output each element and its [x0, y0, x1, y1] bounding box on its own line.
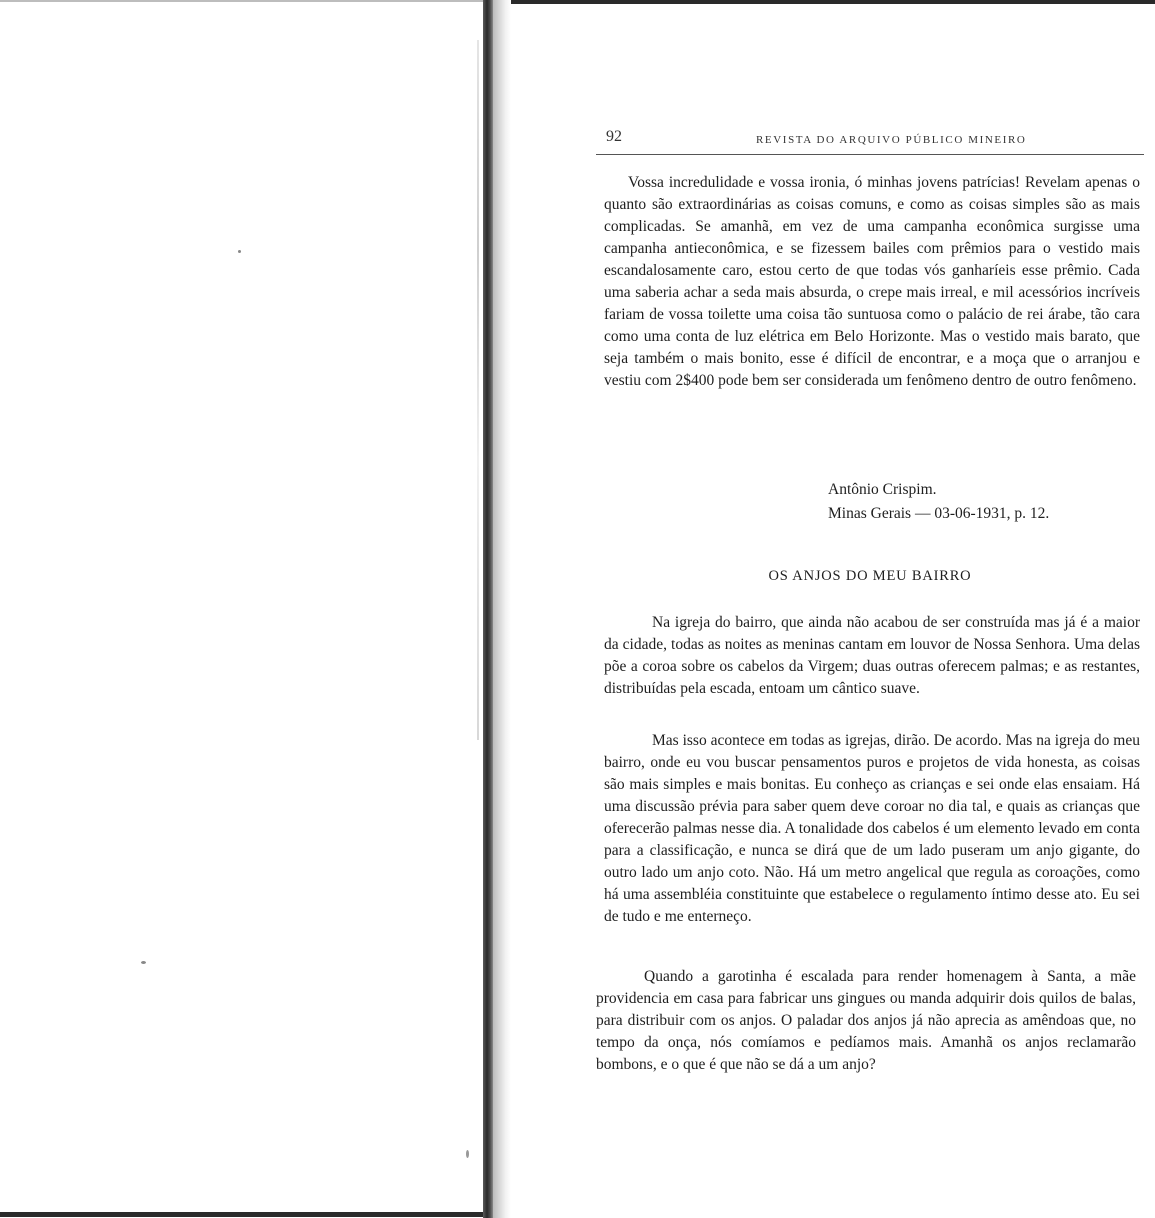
- article-paragraph: [596, 966, 1136, 1076]
- running-head: [596, 122, 1144, 155]
- section-title: OS ANJOS DO MEU BAIRRO: [768, 568, 972, 584]
- left-page-gutter-line: [477, 40, 479, 740]
- article-paragraph: [604, 612, 1140, 700]
- paragraph-text: Mas isso acontece em todas as igrejas, dirão. De acordo. Mas na igreja do meu bairro, onde eu vou buscar pensamentos puros e projetos de vida honesta, as coisas são mais simples e mais bonitas. Eu conheço as crianças e sei onde elas ensaiam. Há uma discussão prévia para saber quem deve coroar no dia tal, e quais as crianças que oferecerão palmas nesse dia. A tonalidade dos cabelos é um elemento levado em conta para a classificação, e nunca se dirá que de um lado puseram um anjo gigante, do outro lado um anjo coto. Não. Há um metro angelical que regula as coroações, como há uma assembléia constituinte que estabelece o regulamento íntimo desse ato. Eu sei de tudo e me enterneço.: [604, 732, 1140, 925]
- page-number: 92: [606, 128, 622, 145]
- book-gutter: [483, 0, 493, 1218]
- paragraph-text: Quando a garotinha é escalada para render homenagem à Santa, a mãe providencia em casa para fabricar uns gingues ou manda adquirir dois quilos de balas, para distribuir com os anjos. O paladar dos anjos já não aprecia as amêndoas que, no tempo da onça, nós comíamos e pedíamos mais. Amanhã os anjos reclamarão bombons, e o que é que não se dá a um anjo?: [596, 968, 1136, 1073]
- left-page-top-edge: [0, 0, 500, 2]
- article-paragraph: Vossa incredulidade e vossa ironia, ó minhas jovens patrícias! Revelam apenas o quanto são extraordinárias as coisas comuns, e como as coisas simples são as mais complicadas. Se amanhã, em vez de uma campanha econômica surgisse uma campanha antieconômica, e se fizessem bailes com prêmios para o vestido mais escandalosamente caro, estou certo de que todas vós ganharíeis esse prêmio. Cada uma saberia achar a seda mais absurda, o crepe mais irreal, e mil acessórios incríveis fariam de vossa toilette uma coisa tão suntuosa como o palácio de rei árabe, tão cara como uma conta de luz elétrica em Belo Horizonte. Mas o vestido mais barato, que seja também o mais bonito, esse é difícil de encontrar, e a moça que o arranjou e vestiu com 2$400 pode bem ser considerada um fenômeno dentro de outro fenômeno.: [604, 174, 1140, 389]
- paper-speck: [141, 961, 146, 964]
- source-citation: Minas Gerais — 03-06-1931, p. 12.: [828, 505, 1050, 522]
- paper-speck: [238, 250, 241, 253]
- article-paragraph: [604, 730, 1140, 928]
- paper-speck: [466, 1150, 469, 1158]
- gutter-shadow: [493, 0, 511, 1218]
- left-page-bottom-edge: [0, 1212, 500, 1217]
- byline: [828, 478, 1049, 526]
- author-name: Antônio Crispim.: [828, 481, 937, 498]
- paragraph-text: Na igreja do bairro, que ainda não acabou de ser construída mas já é a maior da cidade, todas as noites as meninas cantam em louvor de Nossa Senhora. Uma delas põe a coroa sobre os cabelos da Virgem; duas outras oferecem palmas; e as restantes, distribuídas pela escada, entoam um cântico suave.: [604, 614, 1140, 697]
- right-page-top-edge: [500, 0, 1155, 4]
- journal-title: REVISTA DO ARQUIVO PÚBLICO MINEIRO: [756, 134, 1027, 146]
